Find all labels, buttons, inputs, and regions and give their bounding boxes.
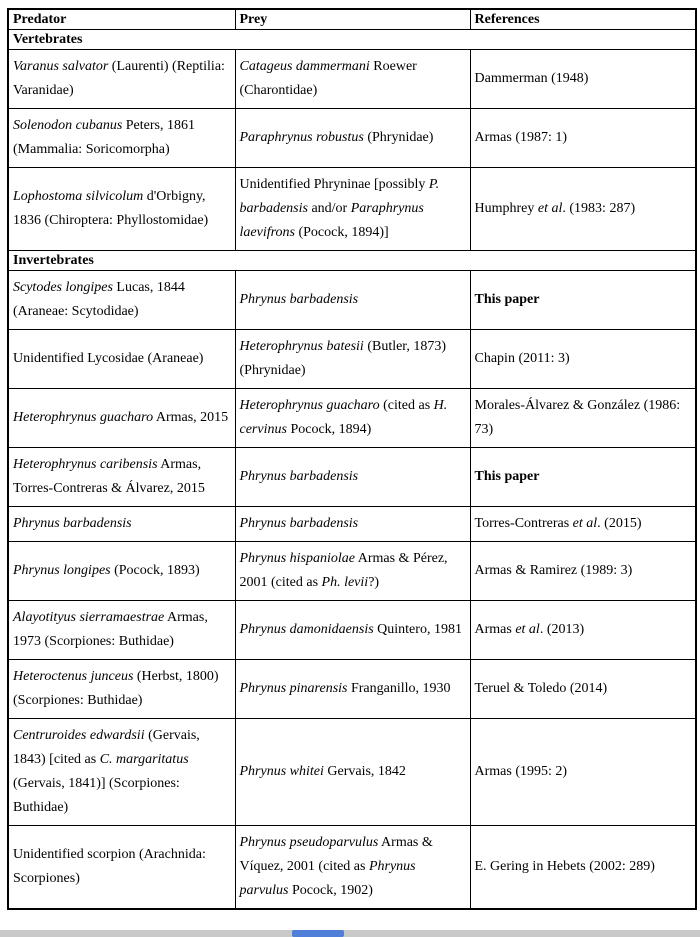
- predator-cell: [8, 448, 235, 507]
- column-header-references: References: [470, 9, 696, 30]
- table-row: [8, 826, 696, 910]
- column-header-predator: Predator: [8, 9, 235, 30]
- section-row: [8, 251, 696, 271]
- text-segment: (Laurenti) (Reptilia: Varanidae): [13, 59, 225, 98]
- table-row: [8, 109, 696, 168]
- references-cell: [470, 719, 696, 826]
- prey-cell: [235, 271, 470, 330]
- text-segment: Pocock, 1894): [286, 422, 372, 437]
- table-row: [8, 507, 696, 542]
- text-segment: (Gervais, 1841)] (Scorpiones: Buthidae): [13, 776, 180, 815]
- prey-cell: [235, 389, 470, 448]
- text-segment: Armas, 2015: [153, 410, 229, 425]
- prey-cell: [235, 660, 470, 719]
- references-cell: [470, 109, 696, 168]
- table-row: [8, 50, 696, 109]
- text-segment: Armas: [474, 622, 516, 637]
- taxon-name: Heterophrynus batesii: [239, 339, 364, 354]
- table-row: [8, 168, 696, 251]
- text-segment: Morales-Álvarez & González (1986: 73): [474, 398, 681, 437]
- taxon-name: H. cervinus: [239, 398, 448, 437]
- taxon-name: Scytodes longipes: [13, 280, 113, 295]
- text-segment: (Butler, 1873) (Phrynidae): [239, 339, 447, 378]
- references-cell: [470, 601, 696, 660]
- text-segment: (Pocock, 1894)]: [294, 225, 389, 240]
- text-segment: Peters, 1861 (Mammalia: Soricomorpha): [13, 118, 195, 157]
- references-cell: [470, 168, 696, 251]
- taxon-name: Phrynus hispaniolae: [239, 551, 355, 566]
- taxon-name: Phrynus longipes: [13, 563, 111, 578]
- table-row: [8, 542, 696, 601]
- table-row: [8, 448, 696, 507]
- column-header-prey: Prey: [235, 9, 470, 30]
- text-segment: Armas & Víquez, 2001 (cited as: [239, 835, 433, 874]
- references-cell: [470, 50, 696, 109]
- header-row: [8, 9, 696, 30]
- prey-cell: [235, 507, 470, 542]
- taxon-name: et al: [572, 516, 598, 531]
- text-segment: d'Orbigny, 1836 (Chiroptera: Phyllostomidae): [13, 189, 209, 228]
- taxon-name: Paraphrynus robustus: [239, 130, 364, 145]
- references-cell: [470, 330, 696, 389]
- table-row: [8, 719, 696, 826]
- references-cell: [470, 389, 696, 448]
- text-segment: Franganillo, 1930: [347, 681, 451, 696]
- predator-cell: [8, 542, 235, 601]
- prey-cell: [235, 601, 470, 660]
- taxon-name: et al: [515, 622, 540, 637]
- table-row: [8, 389, 696, 448]
- predator-cell: [8, 109, 235, 168]
- text-segment: This paper: [474, 292, 540, 307]
- text-segment: Humphrey: [474, 201, 538, 216]
- prey-cell: [235, 168, 470, 251]
- text-segment: Armas, 1973 (Scorpiones: Buthidae): [13, 610, 208, 649]
- text-segment: Unidentified Phryninae [possibly: [239, 177, 429, 192]
- taxon-name: Lophostoma silvicolum: [13, 189, 144, 204]
- text-segment: Torres-Contreras: [474, 516, 573, 531]
- text-segment: and/or: [307, 201, 351, 216]
- predator-cell: [8, 660, 235, 719]
- taxon-name: Heterophrynus guacharo: [13, 410, 154, 425]
- text-segment: Chapin (2011: 3): [474, 351, 570, 366]
- prey-cell: [235, 826, 470, 910]
- prey-cell: [235, 448, 470, 507]
- text-segment: Dammerman (1948): [474, 71, 589, 86]
- table-row: [8, 330, 696, 389]
- taxon-name: C. margaritatus: [99, 752, 189, 767]
- prey-cell: [235, 542, 470, 601]
- taxon-name: Heterophrynus guacharo: [239, 398, 380, 413]
- prey-cell: [235, 109, 470, 168]
- text-segment: Roewer (Charontidae): [239, 59, 417, 98]
- table-row: [8, 601, 696, 660]
- taxon-name: Phrynus parvulus: [239, 859, 416, 898]
- taxon-name: et al: [537, 201, 563, 216]
- section-label: Invertebrates: [8, 251, 696, 271]
- taxon-name: Phrynus damonidaensis: [239, 622, 374, 637]
- references-cell: [470, 271, 696, 330]
- references-cell: [470, 448, 696, 507]
- predator-cell: [8, 826, 235, 910]
- taxon-name: Heterophrynus caribensis: [13, 457, 158, 472]
- section-label: Vertebrates: [8, 30, 696, 50]
- text-segment: (Pocock, 1893): [110, 563, 200, 578]
- text-segment: Lucas, 1844 (Araneae: Scytodidae): [13, 280, 185, 319]
- text-segment: . (2015): [597, 516, 642, 531]
- table-body: [8, 30, 696, 910]
- text-segment: E. Gering in Hebets (2002: 289): [474, 859, 655, 874]
- taxon-name: Alayotityus sierramaestrae: [13, 610, 165, 625]
- taxon-name: Phrynus pseudoparvulus: [239, 835, 379, 850]
- text-segment: Gervais, 1842: [323, 764, 406, 779]
- predator-prey-table: [7, 8, 697, 910]
- text-segment: Armas (1995: 2): [474, 764, 568, 779]
- taxon-name: Ph. levii: [321, 575, 369, 590]
- taxon-name: Heteroctenus junceus: [13, 669, 134, 684]
- taxon-name: Phrynus whitei: [239, 764, 324, 779]
- text-segment: (Herbst, 1800) (Scorpiones: Buthidae): [13, 669, 219, 708]
- predator-cell: [8, 271, 235, 330]
- taxon-name: Paraphrynus laevifrons: [239, 201, 424, 240]
- text-segment: . (1983: 287): [562, 201, 636, 216]
- predator-cell: [8, 389, 235, 448]
- references-cell: [470, 826, 696, 910]
- horizontal-scrollbar[interactable]: [0, 930, 700, 937]
- text-segment: Pocock, 1902): [288, 883, 373, 898]
- taxon-name: Catageus dammermani: [239, 59, 370, 74]
- text-segment: Quintero, 1981: [373, 622, 462, 637]
- table-row: [8, 660, 696, 719]
- table-row: [8, 271, 696, 330]
- text-segment: Teruel & Toledo (2014): [474, 681, 608, 696]
- text-segment: Armas & Ramirez (1989: 3): [474, 563, 633, 578]
- text-segment: (Phrynidae): [363, 130, 434, 145]
- text-segment: This paper: [474, 469, 540, 484]
- scrollbar-thumb[interactable]: [292, 930, 344, 937]
- taxon-name: Centruroides edwardsii: [13, 728, 145, 743]
- references-cell: [470, 507, 696, 542]
- text-segment: Armas (1987: 1): [474, 130, 568, 145]
- text-segment: Unidentified Lycosidae (Araneae): [13, 351, 204, 366]
- text-segment: (Gervais, 1843) [cited as: [13, 728, 200, 767]
- taxon-name: Varanus salvator: [13, 59, 109, 74]
- predator-cell: [8, 719, 235, 826]
- text-segment: (cited as: [379, 398, 434, 413]
- taxon-name: Phrynus barbadensis: [13, 516, 132, 531]
- taxon-name: Phrynus pinarensis: [239, 681, 348, 696]
- taxon-name: Solenodon cubanus: [13, 118, 123, 133]
- text-segment: . (2013): [539, 622, 585, 637]
- text-segment: ?): [368, 575, 380, 590]
- text-segment: Armas, Torres-Contreras & Álvarez, 2015: [13, 457, 205, 496]
- prey-cell: [235, 50, 470, 109]
- prey-cell: [235, 330, 470, 389]
- text-segment: Unidentified scorpion (Arachnida: Scorpiones): [13, 847, 206, 886]
- taxon-name: P. barbadensis: [239, 177, 440, 216]
- predator-cell: [8, 168, 235, 251]
- taxon-name: Phrynus barbadensis: [239, 516, 359, 531]
- predator-cell: [8, 330, 235, 389]
- text-segment: Armas & Pérez, 2001 (cited as: [239, 551, 448, 590]
- taxon-name: Phrynus barbadensis: [239, 469, 359, 484]
- taxon-name: Phrynus barbadensis: [239, 292, 359, 307]
- prey-cell: [235, 719, 470, 826]
- predator-cell: [8, 507, 235, 542]
- predator-cell: [8, 601, 235, 660]
- section-row: [8, 30, 696, 50]
- predator-cell: [8, 50, 235, 109]
- references-cell: [470, 660, 696, 719]
- references-cell: [470, 542, 696, 601]
